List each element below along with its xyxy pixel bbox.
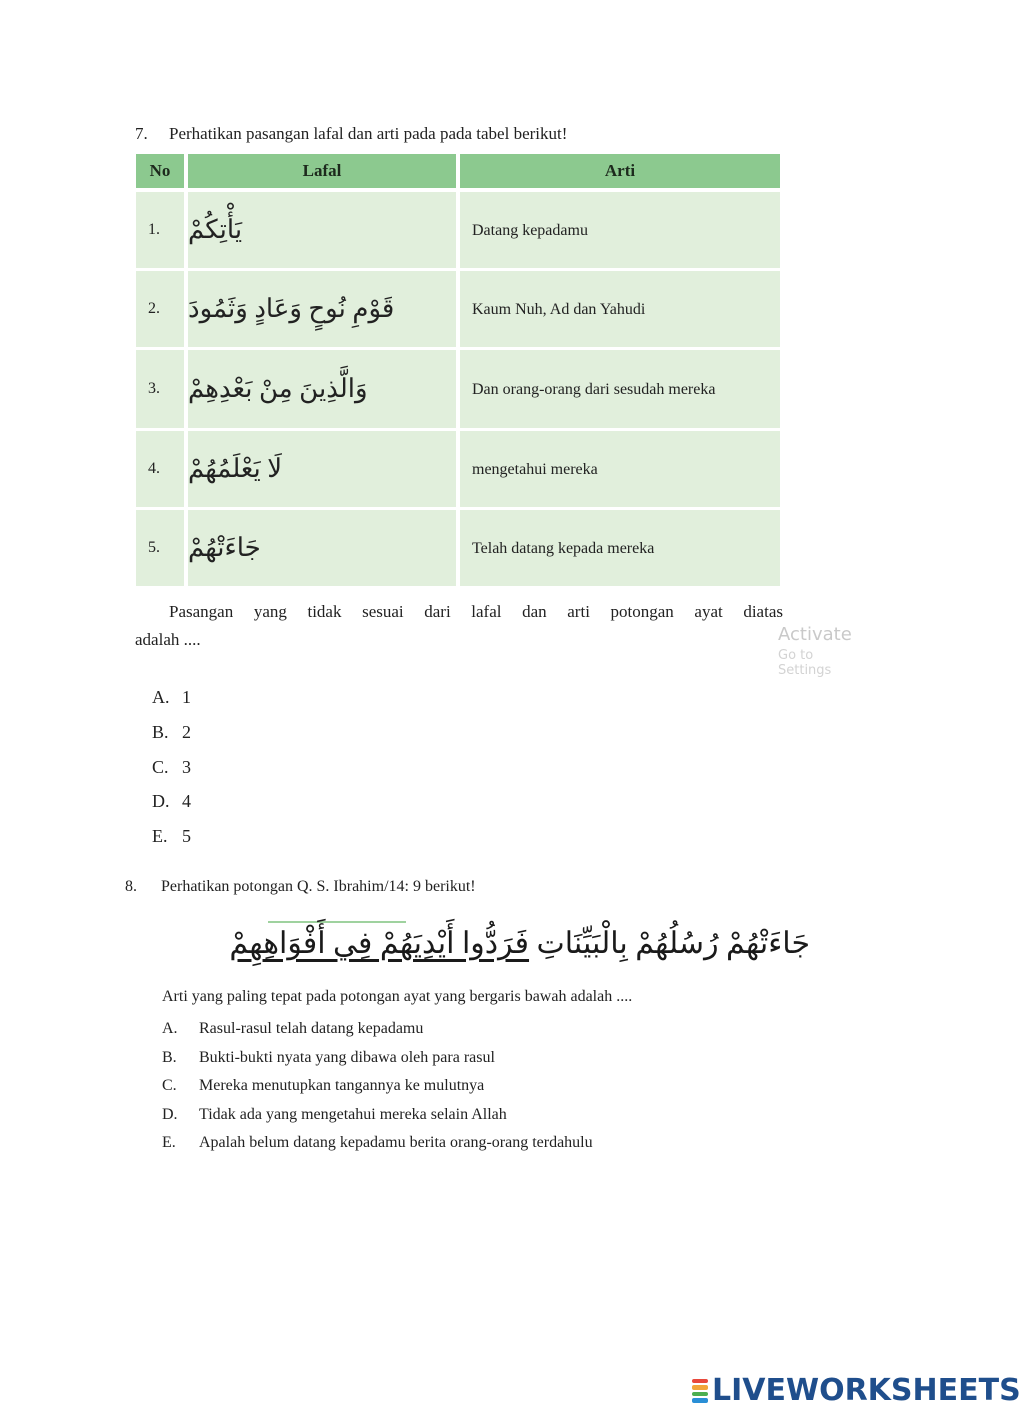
table-cell-no: 1. [136,192,184,268]
liveworksheets-logo[interactable] [692,1373,1021,1408]
option-text: Apalah belum datang kepadamu berita orang-orang terdahulu [199,1134,593,1151]
q7-option-d[interactable] [152,791,191,812]
option-text: 2 [182,722,191,742]
q7-question-line2: adalah .... [135,630,201,649]
settings-watermark: Go to Settings [778,648,832,678]
q8-question: Arti yang paling tepat pada potongan ayat yang bergaris bawah adalah .... [162,988,633,1005]
ayat-plain: جَاءَتْهُمْ رُسُلُهُمْ بِالْبَيِّنَاتِ [536,927,810,960]
ayat-underlined: فَرَدُّوا أَيْدِيَهُمْ فِي أَفْوَاهِهِمْ [229,927,530,960]
option-text: 3 [182,757,191,777]
table-cell-lafal: قَوْمِ نُوحٍ وَعَادٍ وَثَمُودَ [188,271,456,347]
option-letter: B. [162,1049,177,1066]
q7-question [135,598,783,654]
option-text: Mereka menutupkan tangannya ke mulutnya [199,1077,485,1094]
q8-option-e[interactable] [162,1134,593,1152]
option-text: 1 [182,687,191,707]
table-cell-no: 2. [136,271,184,347]
option-text: Rasul-rasul telah datang kepadamu [199,1020,424,1037]
option-letter: A. [152,687,170,707]
logo-badge-icon [692,1378,708,1404]
badge-bar [692,1379,708,1384]
lafal-arti-table [133,154,783,586]
table-header-arti: Arti [460,154,780,188]
q8-option-c[interactable] [162,1077,484,1095]
q7-option-e[interactable] [152,826,191,847]
table-cell-lafal: وَالَّذِينَ مِنْ بَعْدِهِمْ [188,350,456,428]
activate-watermark: Activate [778,624,852,645]
option-text: Bukti-bukti nyata yang dibawa oleh para rasul [199,1049,495,1066]
table-cell-arti: Telah datang kepada mereka [460,510,780,586]
table-header-no: No [136,154,184,188]
q8-title [125,878,476,896]
table-cell-no: 5. [136,510,184,586]
ayat-decor-line [268,921,406,923]
q7-option-c[interactable] [152,757,191,778]
badge-bar [692,1398,708,1403]
option-letter: C. [162,1077,177,1094]
badge-bar [692,1385,708,1390]
q8-option-b[interactable] [162,1049,495,1067]
option-text: 5 [182,826,191,846]
table-cell-lafal: جَاءَتْهُمْ [188,510,456,586]
q8-option-d[interactable] [162,1106,507,1124]
option-letter: B. [152,722,169,742]
badge-bar [692,1392,708,1397]
table-cell-arti-text: Dan orang-orang dari sesudah mereka [472,380,716,398]
table-cell-arti: Kaum Nuh, Ad dan Yahudi [460,271,780,347]
q7-title [135,124,567,144]
q7-question-line1: Pasangan yang tidak sesuai dari lafal dan arti potongan ayat diatas [169,602,783,621]
option-text: Tidak ada yang mengetahui mereka selain Allah [199,1106,507,1123]
table-cell-lafal: يَأْتِكُمْ [188,192,456,268]
q7-option-b[interactable] [152,722,191,743]
option-letter: D. [162,1106,178,1123]
brand-name: LIVEWORKSHEETS [712,1373,1021,1408]
table-cell-no: 3. [136,350,184,428]
q8-ayat [229,926,810,961]
q7-number: 7. [135,124,148,143]
table-cell-lafal: لَا يَعْلَمُهُمْ [188,431,456,507]
option-letter: C. [152,757,169,777]
table-cell-arti: mengetahui mereka [460,431,780,507]
option-letter: E. [152,826,168,846]
table-cell-arti [460,350,780,428]
q8-number: 8. [125,878,137,895]
table-cell-no: 4. [136,431,184,507]
table-cell-arti: Datang kepadamu [460,192,780,268]
q7-option-a[interactable] [152,687,191,708]
option-text: 4 [182,791,191,811]
option-letter: E. [162,1134,176,1151]
table-header-lafal: Lafal [188,154,456,188]
q8-title-text: Perhatikan potongan Q. S. Ibrahim/14: 9 berikut! [161,878,476,895]
option-letter: A. [162,1020,178,1037]
q8-option-a[interactable] [162,1020,423,1038]
q7-title-text: Perhatikan pasangan lafal dan arti pada pada tabel berikut! [169,124,568,143]
option-letter: D. [152,791,170,811]
